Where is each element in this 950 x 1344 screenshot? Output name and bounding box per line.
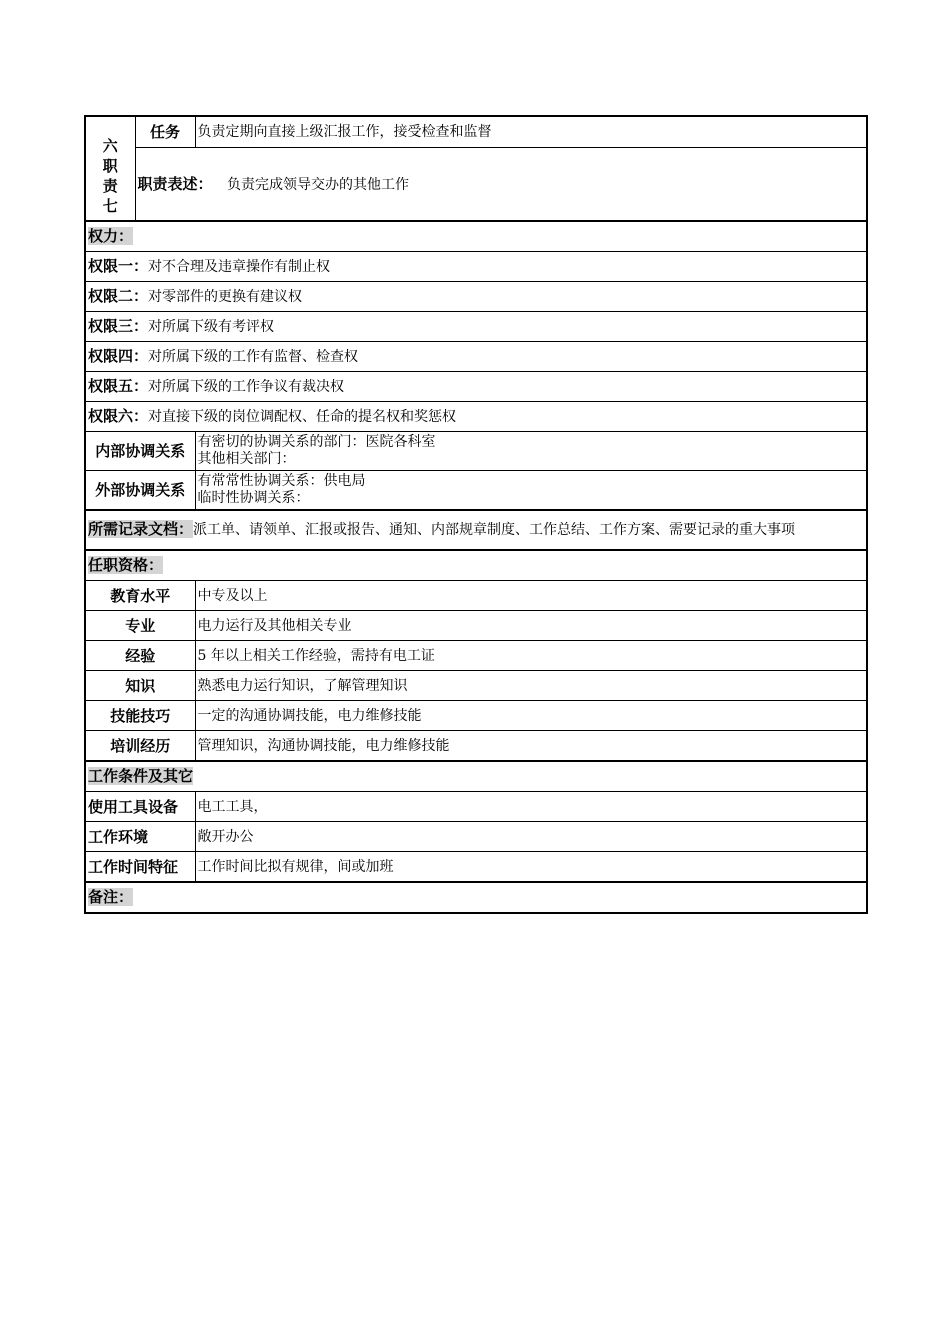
- duty-desc-cell: [135, 148, 867, 222]
- qualification-row: [85, 641, 867, 671]
- authority-title: 权力：: [88, 227, 134, 245]
- conditions-row: [85, 822, 867, 852]
- external-relation-label: 外部协调关系: [85, 471, 195, 511]
- qualification-text: 管理知识，沟通协调技能，电力维修技能: [195, 731, 867, 762]
- qualification-text: 5 年以上相关工作经验，需持有电工证: [195, 641, 867, 671]
- qualification-text: 中专及以上: [195, 581, 867, 611]
- duty-vertical-char: 职: [102, 156, 118, 175]
- qualification-text: 电力运行及其他相关专业: [195, 611, 867, 641]
- qualification-text: 熟悉电力运行知识，了解管理知识: [195, 671, 867, 701]
- notes-row: [85, 882, 867, 913]
- authority-cell: [85, 312, 867, 342]
- qualification-label: 经验: [85, 641, 195, 671]
- duty-desc-row: [85, 148, 867, 222]
- authority-row: [85, 342, 867, 372]
- duty-task-text: 负责定期向直接上级汇报工作，接受检查和监督: [195, 116, 867, 148]
- authority-text: 对所属下级有考评权: [148, 319, 275, 335]
- duty-desc-label: 职责表述：: [137, 174, 213, 193]
- records-row: [85, 510, 867, 550]
- duty-vertical-char: 责: [102, 176, 118, 195]
- qualification-label: 专业: [85, 611, 195, 641]
- authority-row: [85, 372, 867, 402]
- conditions-title: 工作条件及其它: [88, 767, 194, 785]
- internal-relation-line: 有密切的协调关系的部门：医院各科室: [197, 434, 436, 450]
- qualification-title: 任职资格：: [88, 556, 164, 574]
- authority-label: 权限三：: [88, 317, 149, 335]
- records-cell: [85, 510, 867, 550]
- records-label: 所需记录文档：: [88, 520, 194, 538]
- internal-relation-row: [85, 432, 867, 471]
- qualification-row: [85, 701, 867, 731]
- authority-cell: [85, 342, 867, 372]
- internal-relation-cell: [195, 432, 867, 471]
- authority-cell: [85, 252, 867, 282]
- internal-relation-label: 内部协调关系: [85, 432, 195, 471]
- records-text: 派工单、请领单、汇报或报告、通知、内部规章制度、工作总结、工作方案、需要记录的重大事项: [193, 522, 796, 538]
- qualification-row: [85, 731, 867, 762]
- external-relation-line: 有常常性协调关系：供电局: [197, 473, 366, 489]
- duty-number-label: [85, 116, 135, 221]
- authority-cell: [85, 372, 867, 402]
- duty-task-row: [85, 116, 867, 148]
- duty-desc-text: 负责完成领导交办的其他工作: [226, 176, 409, 193]
- authority-title-row: [85, 221, 867, 252]
- conditions-text: 工作时间比拟有规律，间或加班: [195, 852, 867, 883]
- authority-text: 对不合理及违章操作有制止权: [148, 259, 331, 275]
- authority-cell: [85, 282, 867, 312]
- qualification-row: [85, 581, 867, 611]
- authority-label: 权限一：: [88, 257, 149, 275]
- job-description-table: [84, 115, 868, 914]
- authority-row: [85, 252, 867, 282]
- internal-relation-line: 其他相关部门：: [197, 451, 296, 467]
- conditions-row: [85, 792, 867, 822]
- qualification-label: 培训经历: [85, 731, 195, 762]
- conditions-label: 工作环境: [85, 822, 195, 852]
- conditions-text: 电工工具，: [195, 792, 867, 822]
- authority-row: [85, 402, 867, 432]
- conditions-label: 使用工具设备: [85, 792, 195, 822]
- qualification-label: 教育水平: [85, 581, 195, 611]
- qualification-title-row: [85, 550, 867, 581]
- qualification-title-cell: [85, 550, 867, 581]
- duty-vertical-char: 六: [102, 136, 118, 155]
- notes-label: 备注：: [88, 888, 134, 906]
- authority-label: 权限六：: [88, 407, 149, 425]
- authority-text: 对直接下级的岗位调配权、任命的提名权和奖惩权: [148, 409, 457, 425]
- authority-text: 对所属下级的工作有监督、检查权: [148, 349, 359, 365]
- authority-label: 权限二：: [88, 287, 149, 305]
- external-relation-line: 临时性协调关系：: [197, 490, 310, 506]
- authority-row: [85, 282, 867, 312]
- authority-text: 对零部件的更换有建议权: [148, 289, 303, 305]
- qualification-label: 知识: [85, 671, 195, 701]
- job-description-sheet: [84, 115, 866, 914]
- qualification-row: [85, 671, 867, 701]
- duty-task-label: 任务: [135, 116, 195, 148]
- qualification-row: [85, 611, 867, 641]
- authority-cell: [85, 402, 867, 432]
- authority-label: 权限四：: [88, 347, 149, 365]
- conditions-title-row: [85, 761, 867, 792]
- conditions-title-cell: [85, 761, 867, 792]
- external-relation-cell: [195, 471, 867, 511]
- qualification-text: 一定的沟通协调技能，电力维修技能: [195, 701, 867, 731]
- notes-cell: [85, 882, 867, 913]
- authority-text: 对所属下级的工作争议有裁决权: [148, 379, 345, 395]
- duty-vertical-char: 七: [102, 196, 118, 215]
- authority-title-cell: [85, 221, 867, 252]
- authority-row: [85, 312, 867, 342]
- conditions-text: 敞开办公: [195, 822, 867, 852]
- conditions-row: [85, 852, 867, 883]
- external-relation-row: [85, 471, 867, 511]
- conditions-label: 工作时间特征: [85, 852, 195, 883]
- qualification-label: 技能技巧: [85, 701, 195, 731]
- authority-label: 权限五：: [88, 377, 149, 395]
